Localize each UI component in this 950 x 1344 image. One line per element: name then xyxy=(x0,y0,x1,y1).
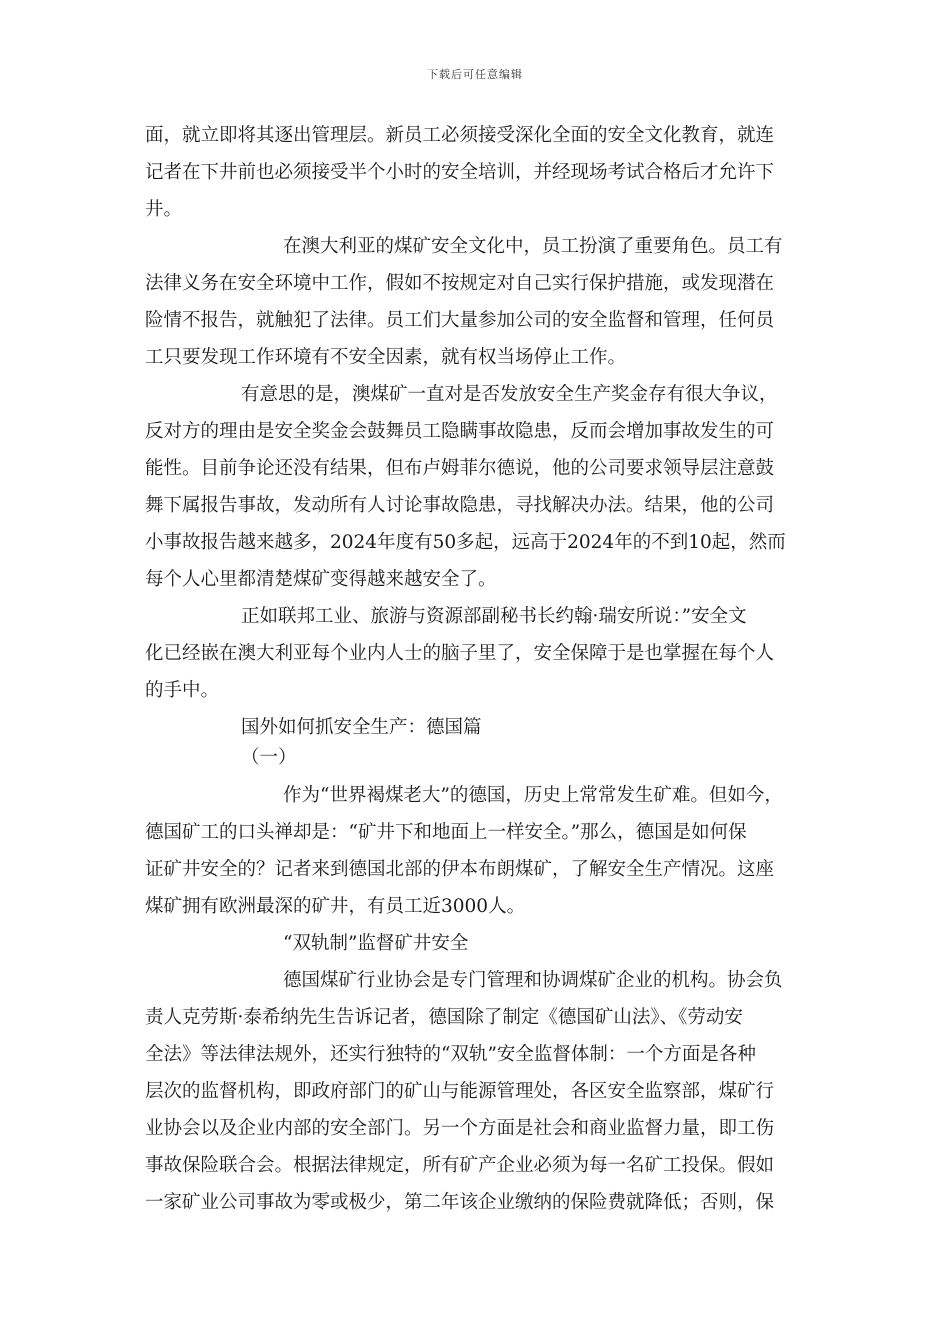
text-line: 工只要发现工作环境有不安全因素，就有权当场停止工作。 xyxy=(145,347,627,368)
text-line: 险情不报告，就触犯了法律。员工们大量参加公司的安全监督和管理，任何员 xyxy=(145,310,775,331)
subsection-heading: “双轨制”监督矿井安全 xyxy=(283,933,469,954)
text-line: 德国煤矿行业协会是专门管理和协调煤矿企业的机构。协会负 xyxy=(283,970,783,991)
text-line: 正如联邦工业、旅游与资源部副秘书长约翰·瑞安所说：”安全文 xyxy=(241,606,747,627)
text-line: 德国矿工的口头禅却是：“矿井下和地面上一样安全。”那么，德国是如何保 xyxy=(145,822,747,843)
text-line: 小事故报告越来越多，2024年度有50多起，远高于2024年的不到10起，然而 xyxy=(145,532,786,553)
text-line: 在澳大利亚的煤矿安全文化中，员工扮演了重要角色。员工有 xyxy=(283,236,783,257)
page-header: 下载后可任意编辑 xyxy=(427,68,523,81)
text-line: 煤矿拥有欧洲最深的矿井，有员工近3000人。 xyxy=(145,896,526,917)
text-line: 井。 xyxy=(145,199,183,220)
text-line: 责人克劳斯·泰希纳先生告诉记者，德国除了制定《德国矿山法》、《劳动安 xyxy=(145,1007,743,1028)
text-line: 全法》等法律法规外，还实行独特的“双轨”安全监督体制：一个方面是各种 xyxy=(145,1044,756,1065)
text-line: 有意思的是，澳煤矿一直对是否发放安全生产奖金存有很大争议， xyxy=(241,384,778,405)
text-line: 业协会以及企业内部的安全部门。另一个方面是社会和商业监督力量，即工伤 xyxy=(145,1118,775,1139)
text-line: 事故保险联合会。根据法律规定，所有矿产企业必须为每一名矿工投保。假如 xyxy=(145,1155,775,1176)
text-line: 舞下属报告事故，发动所有人讨论事故隐患，寻找解决办法。结果，他的公司 xyxy=(145,495,775,516)
text-line: 一家矿业公司事故为零或极少，第二年该企业缴纳的保险费就降低；否则，保 xyxy=(145,1192,775,1213)
text-line: 能性。目前争论还没有结果，但布卢姆菲尔德说，他的公司要求领导层注意鼓 xyxy=(145,458,775,479)
section-number: （一） xyxy=(241,747,297,768)
text-line: 化已经嵌在澳大利亚每个业内人士的脑子里了，安全保障于是也掌握在每个人 xyxy=(145,643,775,664)
text-line: 作为“世界褐煤老大”的德国，历史上常常发生矿难。但如今， xyxy=(283,785,783,806)
text-line: 每个人心里都清楚煤矿变得越来越安全了。 xyxy=(145,569,497,590)
section-heading: 国外如何抓安全生产：德国篇 xyxy=(241,717,482,738)
text-line: 层次的监督机构，即政府部门的矿山与能源管理处，各区安全监察部，煤矿行 xyxy=(145,1081,775,1102)
text-line: 证矿井安全的？记者来到德国北部的伊本布朗煤矿，了解安全生产情况。这座 xyxy=(145,859,775,880)
text-line: 法律义务在安全环境中工作，假如不按规定对自己实行保护措施，或发现潜在 xyxy=(145,273,775,294)
text-line: 反对方的理由是安全奖金会鼓舞员工隐瞒事故隐患，反而会增加事故发生的可 xyxy=(145,421,775,442)
text-line: 的手中。 xyxy=(145,680,220,701)
text-line: 记者在下井前也必须接受半个小时的安全培训，并经现场考试合格后才允许下 xyxy=(145,162,775,183)
text-line: 面，就立即将其逐出管理层。新员工必须接受深化全面的安全文化教育，就连 xyxy=(145,125,775,146)
